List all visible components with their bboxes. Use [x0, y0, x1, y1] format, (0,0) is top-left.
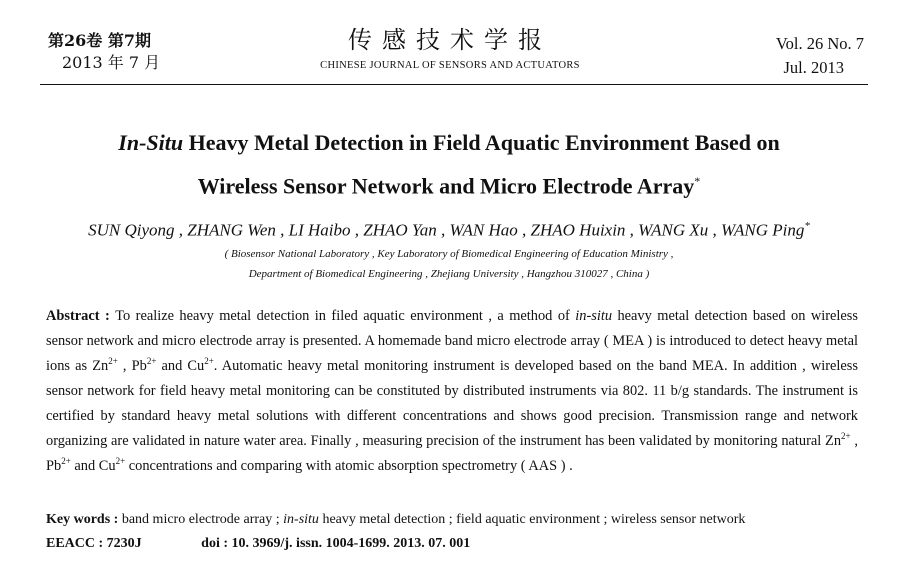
header-left-cn: [48, 30, 160, 74]
date-en: Jul. 2013: [783, 58, 844, 77]
journal-name-en: CHINESE JOURNAL OF SENSORS AND ACTUATORS: [320, 60, 580, 71]
superscript: 2+: [108, 356, 118, 367]
title-footnote-marker: *: [694, 174, 701, 188]
title-line2: Wireless Sensor Network and Micro Electrode Array: [197, 173, 695, 199]
superscript: 2+: [146, 356, 157, 367]
header-rule: [40, 84, 868, 85]
abstract-italic: in-situ: [575, 308, 613, 324]
affiliation-line1: ( Biosensor National Laboratory , Key Laboratory of Biomedical Engineering of Education Ministry ,: [224, 248, 674, 260]
superscript: 2+: [61, 456, 71, 467]
superscript: 2+: [204, 356, 214, 367]
abstract-text: , Pb: [46, 433, 858, 474]
header-right-en: [776, 32, 864, 80]
keywords-label: Key words: [46, 512, 111, 527]
date-cn: 2013 年 7 月: [62, 53, 161, 72]
keywords-text: band micro electrode array ;: [121, 512, 284, 527]
abstract-text: , Pb: [117, 358, 147, 374]
keywords: Key words : band micro electrode array ; in-situ heavy metal detection ; field aquatic environment ; wireless sensor network: [46, 512, 746, 527]
affiliation: [40, 244, 858, 284]
abstract-text: heavy metal detection based on wireless sensor network and micro electrode array is presented. A homemade band micro electrode array ( MEA ) is introduced to detect heavy metal ions as Zn: [46, 308, 859, 374]
abstract-text: and Cu: [156, 358, 205, 374]
volume-issue-cn: 第26卷 第7期: [48, 31, 151, 50]
journal-name: [300, 24, 600, 71]
title-italic-part: In-Situ: [118, 130, 184, 155]
superscript: 2+: [115, 456, 126, 467]
author-list: [40, 214, 858, 243]
eeacc-code: EEACC : 7230J: [46, 536, 142, 551]
keywords-text: heavy metal detection ; field aquatic environment ; wireless sensor network: [318, 512, 746, 527]
affiliation-line2: Department of Biomedical Engineering , Zhejiang University , Hangzhou 310027 , China ): [248, 268, 650, 280]
abstract-text: concentrations and comparing with atomic absorption spectrometry ( AAS ) .: [125, 458, 573, 474]
volume-issue-en: Vol. 26 No. 7: [775, 34, 864, 53]
identifiers: [46, 533, 470, 555]
keywords-italic: in-situ: [283, 512, 319, 527]
title-line1: Heavy Metal Detection in Field Aquatic Environment Based on: [183, 130, 780, 155]
authors-text: SUN Qiyong , ZHANG Wen , LI Haibo , ZHAO Yan , WAN Hao , ZHAO Huixin , WANG Xu , WANG Ping: [88, 220, 805, 240]
paper-title: [40, 124, 858, 205]
abstract: Abstract : To realize heavy metal detection in filed aquatic environment , a method of in-situ heavy metal detection based on wireless sensor network and micro electrode array is presented. A homemade band micro electrode array ( MEA ) is introduced to detect heavy metal ions as $Zn^{2+}$ , $Pb^{2+}$ and $Cu^{2+}$. Automatic heavy metal monitoring instrument is developed based on the band MEA. In addition , wireless sensor network for field heavy metal monitoring can be constituted by distributed instruments via 802. 11 b/g standards. The instrument is certified by standard heavy metal solutions with different concentrations and shows good precision. Transmission range and network organizing are validated in nature water area. Finally , measuring precision of the instrument has been validated by monitoring natural $Zn^{2+}$ , $Pb^{2+}$ and $Cu^{2+}$ concentrations and comparing with atomic absorption spectrometry ( AAS ) .: [46, 308, 859, 474]
author-marker: *: [804, 220, 810, 232]
superscript: 2+: [841, 431, 851, 442]
abstract-label: Abstract: [46, 308, 100, 324]
journal-name-cn: 传感技术学报: [348, 26, 552, 54]
abstract-text: . Automatic heavy metal monitoring instrument is developed based on the band MEA. In addition , wireless sensor network for field heavy metal monitoring can be constituted by distributed instruments via 802. 11 b/g standards. The instrument is certified by standard heavy metal solutions with different concentrations and shows good precision. Transmission range and network organizing are validated in nature water area. Finally , measuring precision of the instrument has been validated by monitoring natural Zn: [46, 358, 858, 449]
abstract-text: and Cu: [70, 458, 116, 474]
doi[interactable]: doi : 10. 3969/j. issn. 1004-1699. 2013. 07. 001: [201, 536, 471, 551]
abstract-text: To realize heavy metal detection in filed aquatic environment , a method of: [115, 308, 576, 324]
journal-header: [0, 0, 898, 80]
